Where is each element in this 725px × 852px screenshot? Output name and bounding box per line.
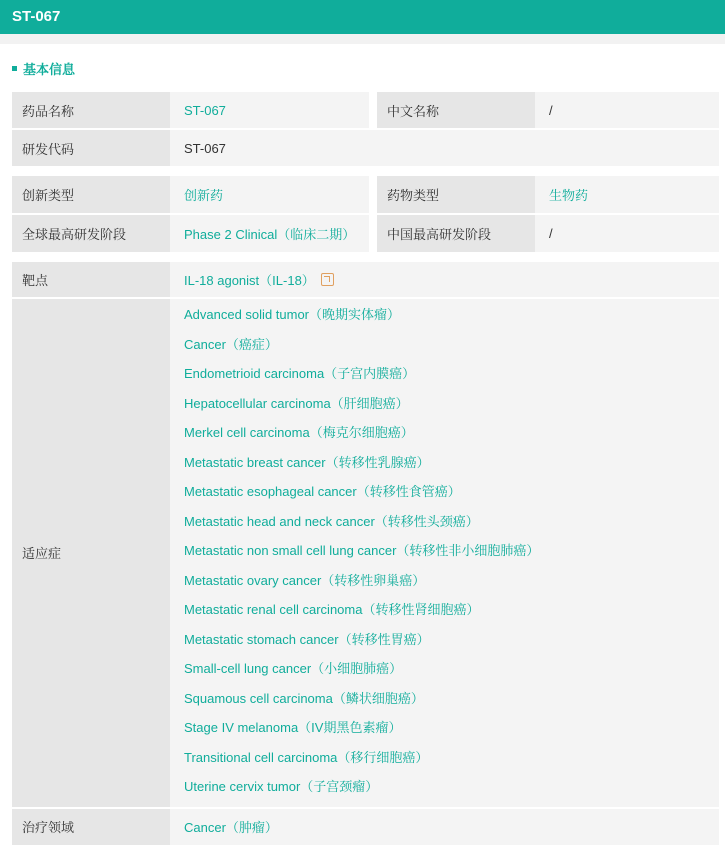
global-stage-label: 全球最高研发阶段	[12, 215, 170, 252]
indication-item[interactable]: Metastatic esophageal cancer（转移性食管癌）	[184, 484, 461, 499]
indication-item[interactable]: Metastatic ovary cancer（转移性卵巢癌）	[184, 572, 426, 588]
row-stage	[12, 215, 719, 252]
code-value: ST-067	[170, 130, 719, 166]
china-stage-label: 中国最高研发阶段	[377, 215, 535, 252]
indications-label: 适应症	[12, 299, 170, 807]
indication-item[interactable]: Metastatic head and neck cancer（转移性头颈癌）	[184, 513, 479, 529]
drug-type-label: 药物类型	[377, 176, 535, 213]
group-gap	[12, 254, 719, 262]
page-header	[0, 0, 725, 34]
info-table	[12, 92, 719, 845]
basic-info-section	[0, 44, 725, 845]
row-innovation	[12, 176, 719, 213]
code-label: 研发代码	[12, 130, 170, 166]
indication-item[interactable]: Metastatic renal cell carcinoma（转移性肾细胞癌）	[184, 602, 480, 617]
bullet-icon	[12, 66, 17, 71]
china-stage-value: /	[535, 215, 719, 252]
target-label: 靶点	[12, 262, 170, 297]
therapy-link[interactable]: Cancer（肿瘤）	[170, 809, 719, 845]
target-link[interactable]: IL-18 agonist（IL-18）	[184, 273, 315, 288]
innovation-link[interactable]: 创新药	[170, 176, 369, 213]
indication-item[interactable]: Endometrioid carcinoma（子宫内膜癌）	[184, 366, 416, 381]
global-stage-link[interactable]: Phase 2 Clinical（临床二期）	[170, 215, 369, 252]
indication-item[interactable]: Metastatic non small cell lung cancer（转移性非小细胞肺癌）	[184, 543, 540, 558]
indication-item[interactable]: Advanced solid tumor（晚期实体瘤）	[184, 307, 401, 322]
row-therapy	[12, 809, 719, 845]
indication-item[interactable]: Metastatic stomach cancer（转移性胃癌）	[184, 631, 430, 647]
row-target	[12, 262, 719, 297]
therapy-label: 治疗领域	[12, 809, 170, 845]
drug-name-link[interactable]: ST-067	[170, 92, 369, 128]
drug-name-label: 药品名称	[12, 92, 170, 128]
indication-item[interactable]: Hepatocellular carcinoma（肝细胞癌）	[184, 395, 409, 411]
row-drug-name	[12, 92, 719, 128]
indication-item[interactable]: Cancer（癌症）	[184, 336, 278, 352]
section-title: 基本信息	[23, 61, 76, 77]
header-gap	[0, 34, 725, 44]
indication-item[interactable]: Squamous cell carcinoma（鳞状细胞癌）	[184, 690, 424, 706]
cn-name-value: /	[535, 92, 719, 128]
cn-name-label: 中文名称	[377, 92, 535, 128]
section-heading	[0, 44, 725, 92]
innovation-label: 创新类型	[12, 176, 170, 213]
indication-item[interactable]: Stage IV melanoma（IV期黑色素瘤）	[184, 720, 402, 735]
column-divider	[369, 176, 377, 213]
indication-item[interactable]: Merkel cell carcinoma（梅克尔细胞癌）	[184, 425, 414, 440]
target-value	[170, 262, 719, 297]
column-divider	[369, 92, 377, 128]
group-gap	[12, 168, 719, 176]
page-title: ST-067	[12, 8, 61, 25]
row-indications	[12, 299, 719, 807]
indication-item[interactable]: Metastatic breast cancer（转移性乳腺癌）	[184, 454, 430, 470]
external-link-icon[interactable]	[321, 273, 334, 286]
row-code	[12, 130, 719, 166]
indication-item[interactable]: Small-cell lung cancer（小细胞肺癌）	[184, 661, 403, 676]
indication-list	[170, 299, 719, 807]
indication-item[interactable]: Transitional cell carcinoma（移行细胞癌）	[184, 749, 429, 765]
indication-item[interactable]: Uterine cervix tumor（子宫颈瘤）	[184, 779, 379, 794]
drug-type-link[interactable]: 生物药	[535, 176, 719, 213]
column-divider	[369, 215, 377, 252]
